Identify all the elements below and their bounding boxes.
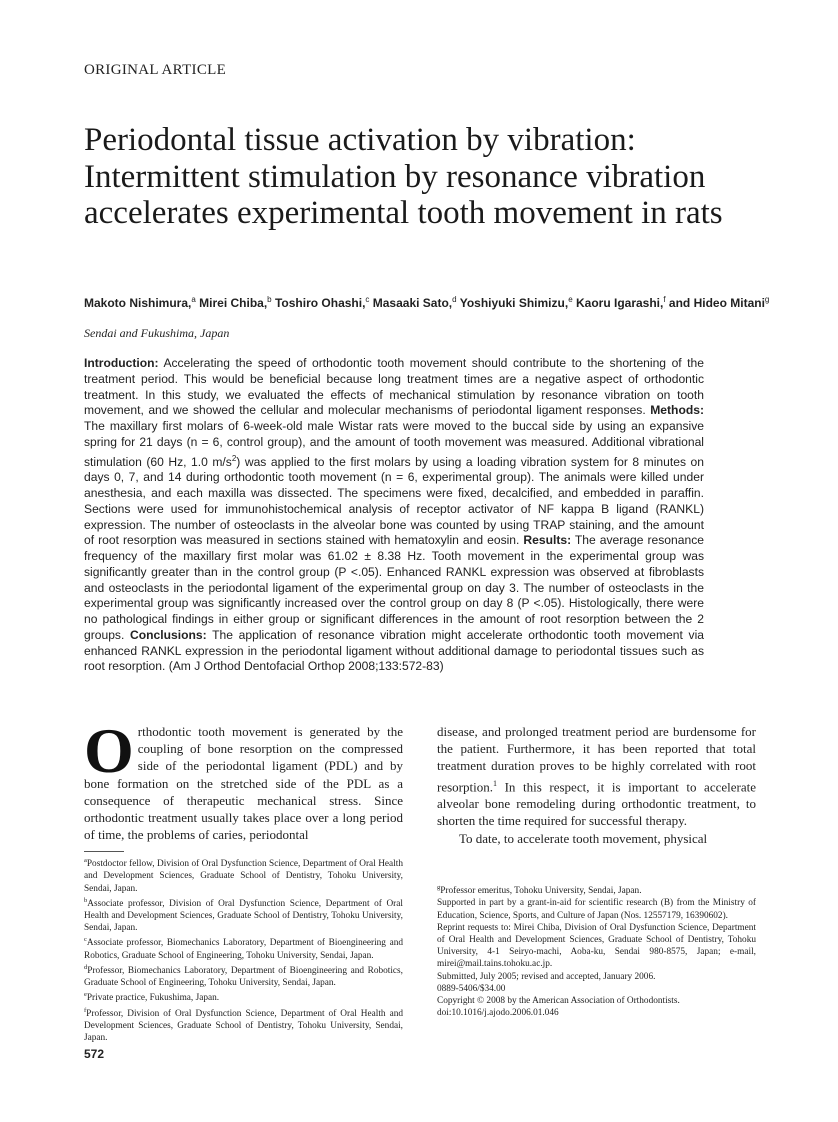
footnote-text: Postdoctor fellow, Division of Oral Dysfunction Science, Department of Oral Health and Development Sciences, Graduate School of Dentistry, Tohoku University, Sendai, Japan. [84,859,403,894]
author-affiliation-mark: c [365,295,370,304]
submission-dates: Submitted, July 2005; revised and accepted, January 2006. [437,971,656,982]
footnotes-left [84,855,403,1044]
body-text: rthodontic tooth movement is generated by the coupling of bone resorption on the compressed side of the periodontal ligament (PDL) and by bone formation on the stretched side of the PDL as a consequence of therapeutic mechanical stress. Since orthodontic treatment usually takes place over a long period of time, the problems of caries, periodontal [84,724,403,843]
abstract-intro-label: Introduction: [84,356,159,370]
footnote [437,882,756,897]
abstract-methods-superscript: 2 [231,453,237,463]
footnote-text: Associate professor, Division of Oral Dysfunction Science, Department of Oral Health and Development Sciences, Graduate School of Dentistry, Tohoku University, Sendai, Japan. [84,898,403,934]
footnote-mark: e [84,991,87,999]
footnote-text: Professor emeritus, Tohoku University, Sendai, Japan. [440,886,642,897]
body-text-cont: In this respect, it is important to accelerate alveolar bone remodeling during orthodontic treatment, to shorten the time required for successful therapy. [437,778,756,829]
author-list [84,291,774,312]
abstract-conclusions-label: Conclusions: [130,627,207,642]
abstract [84,356,704,675]
abstract-conclusions-text: The application of resonance vibration might accelerate orthodontic tooth movement via enhanced RANKL expression in the periodontal ligament without additional damage to periodontal tissues such as root resorption. (Am J Orthod Dentofacial Orthop 2008;133:572-83) [84,627,704,674]
body-column-left [84,715,403,843]
author-name: Mirei Chiba, [199,296,268,310]
abstract-results-label: Results: [523,533,572,548]
author-affiliation-mark: g [764,295,770,304]
footnote [84,962,403,990]
author-name: Masaaki Sato, [372,296,453,310]
abstract-results-text: The average resonance frequency of the maxillary first molar was 61.02 ± 8.38 Hz. Tooth movement in the experimental group was significantly greater than in the control group (P <.05). Enhanced RANKL expression was observed at fibroblasts and osteoclasts in the periodontal ligament of the experimental group on day 3. The number of osteoclasts in the experimental group was significantly increased over the control group on day 8 (P <.05). Histologically, there were no pathological findings in either group or significant differences in the amount of root resorption between the 2 groups. [84,533,704,642]
footnote-mark: c [84,936,87,944]
author-name: Toshiro Ohashi, [274,296,366,310]
funding-note: Supported in part by a grant-in-aid for scientific research (B) from the Ministry of Education, Science, Sports, and Culture of Japan (Nos. 12557179, 16390602). [437,898,756,921]
reference-mark: 1 [492,778,497,788]
abstract-intro-text: Accelerating the speed of orthodontic tooth movement should contribute to the shortening of the treatment period. This would be beneficial because long treatment times are a negative aspect of orthodontic treatment. In this study, we evaluated the effects of mechanical stimulation by resonance vibration on tooth movement, and we showed the cellular and molecular mechanisms of periodontal ligament responses. [84,356,704,418]
copyright-line: Copyright © 2008 by the American Association of Orthodontists. [437,995,680,1006]
body-text: disease, and prolonged treatment period are burdensome for the patient. Furthermore, it has been reported that total treatment duration proves to be highly correlated with root resorption. [437,724,756,794]
footnote [84,895,403,935]
footnote [84,855,403,895]
issn-price: 0889-5406/$34.00 [437,983,506,994]
body-column-right [437,723,756,847]
article-title: Periodontal tissue activation by vibration: Intermittent stimulation by resonance vibration accelerates experimental tooth movement in rats [84,122,723,231]
author-affiliation-mark: a [191,295,196,304]
author-affiliation-mark: b [267,295,272,304]
body-paragraph [437,723,756,830]
section-label: ORIGINAL ARTICLE [84,62,227,78]
author-affiliation-mark: e [568,295,573,304]
footnote-mark: b [84,896,88,904]
reprint-request: Reprint requests to: Mirei Chiba, Division of Oral Dysfunction Science, Department of Oral Health and Development Sciences, Graduate School of Dentistry, Tohoku University, 4-1 Seiryo-machi, Aoba-ku, Sendai 980-8575, Japan; e-mail, mirei@mail.tains.tohoku.ac.jp. [437,922,756,970]
author-name: Yoshiyuki Shimizu, [459,296,569,310]
footnotes-right [437,882,756,1019]
footnote-text: Private practice, Fukushima, Japan. [86,993,220,1004]
footnote-text: Professor, Biomechanics Laboratory, Department of Bioengineering and Robotics, Graduate School of Engineering, Tohoku University, Sendai, Japan. [84,966,403,989]
footnote-mark: g [437,884,441,891]
page-number: 572 [84,1047,105,1061]
abstract-methods-text: The maxillary first molars of 6-week-old male Wistar rats were moved to the buccal side by using an expansive spring for 21 days (n = 6, control group), and the amount of tooth movement was measured. Additional vibrational stimulation (60 Hz, 1.0 m/s [84,419,704,469]
footnote [84,989,403,1004]
footnote-mark: a [84,857,87,864]
footnote-text: Associate professor, Biomechanics Laboratory, Department of Bioengineering and Robotics, Graduate School of Engineering, Tohoku University, Sendai, Japan. [84,938,403,961]
footnote [84,934,403,962]
abstract-methods-text-cont: ) was applied to the first molars by using a loading vibration system for 8 minutes on days 0, 7, and 14 during orthodontic tooth movement (n = 6, experimental group). The animals were killed under anesthesia, and each maxilla was dissected. The specimens were fixed, decalcified, and embedded in paraffin. Sections were used for immunohistochemical analysis of receptor activator of NF kappa B ligand (RANKL) expression. The number of osteoclasts in the alveolar bone was counted by using TRAP staining, and the amount of root resorption was measured in sections stained with hematoxylin and eosin. [84,454,704,548]
footnote-mark: f [84,1006,87,1014]
footnote [84,1005,403,1045]
author-name: and Hideo Mitani [668,296,765,310]
doi-line: doi:10.1016/j.ajodo.2006.01.046 [437,1008,559,1019]
author-name: Kaoru Igarashi, [575,296,664,310]
author-location: Sendai and Fukushima, Japan [84,326,230,340]
author-name: Makoto Nishimura, [84,296,192,310]
footnote-divider [84,851,124,852]
author-affiliation-mark: f [663,295,666,304]
body-paragraph: To date, to accelerate tooth movement, physical [459,830,708,846]
drop-cap: O [84,715,134,786]
footnote-mark: d [84,963,88,971]
footnote-text: Professor, Division of Oral Dysfunction Science, Department of Oral Health and Development Sciences, Graduate School of Dentistry, Tohoku University, Sendai, Japan. [84,1008,403,1044]
abstract-methods-label: Methods: [650,403,704,418]
author-affiliation-mark: d [452,295,457,304]
